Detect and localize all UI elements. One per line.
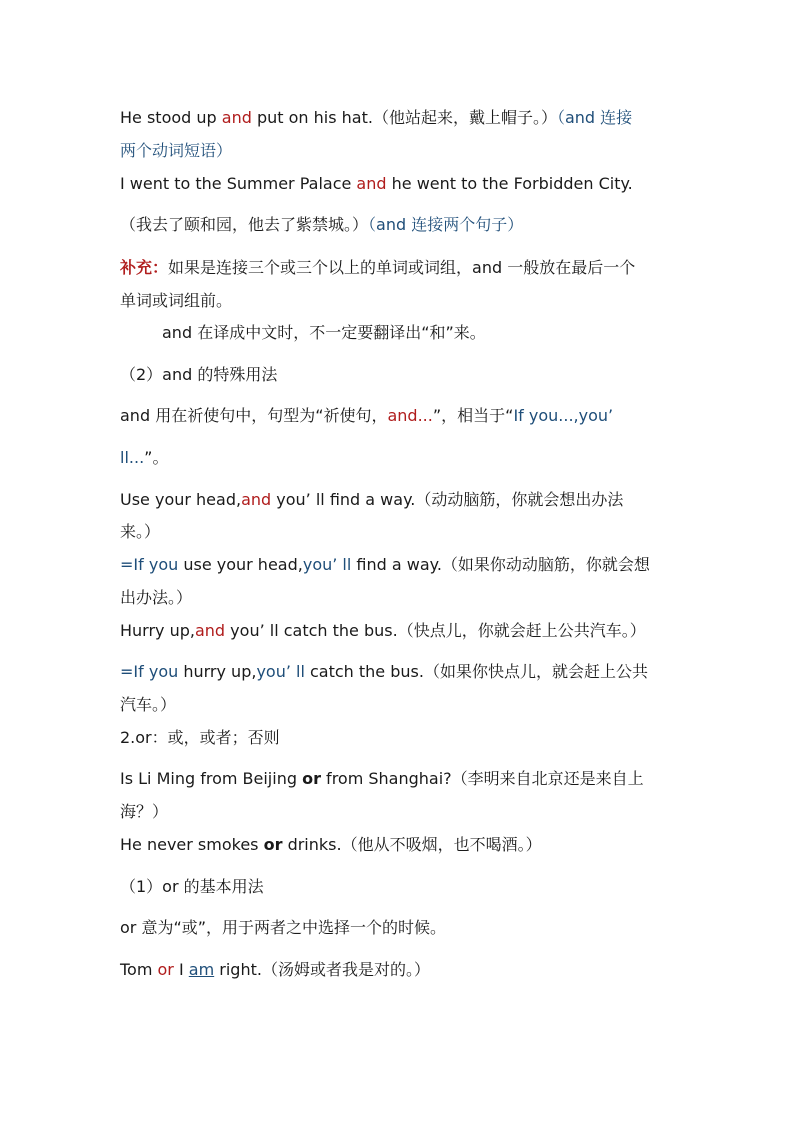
text: hurry up, (178, 662, 257, 681)
keyword-or: or (157, 960, 174, 979)
supplement-label: 补充： (120, 258, 169, 277)
example-sentence (120, 108, 680, 130)
text: 海？） (120, 802, 169, 821)
heading: （2）and 的特殊用法 (120, 365, 278, 384)
rule-line (120, 448, 680, 470)
pattern: ll... (120, 448, 145, 467)
text: Tom (120, 960, 158, 979)
section-heading (120, 728, 680, 750)
example-sentence (120, 662, 680, 684)
heading: 2.or：或，或者；否则 (120, 728, 280, 747)
rule-line (120, 918, 680, 940)
supplement-line (162, 323, 682, 345)
note: 两个动词短语） (120, 141, 233, 160)
keyword-and: and (356, 174, 387, 193)
text: 如果是连接三个或三个以上的单词或词组，and 一般放在最后一个 (168, 258, 636, 277)
supplement-line (120, 291, 680, 313)
translation-line (120, 802, 680, 824)
example-sentence (120, 960, 680, 982)
keyword-and: and (241, 490, 272, 509)
section-heading (120, 877, 680, 899)
note: （and 连接两个句子） (368, 215, 524, 234)
text: 单词或词组前。 (120, 291, 233, 310)
text: he went to the Forbidden City. (386, 174, 633, 193)
text: He stood up (120, 108, 222, 127)
text: and 在译成中文时，不一定要翻译出“和”来。 (162, 323, 486, 342)
translation-line (120, 215, 680, 237)
text: （我去了颐和园，他去了紫禁城。） (120, 215, 369, 234)
example-sentence (120, 490, 680, 512)
text: use your head, (178, 555, 303, 574)
text: 来。） (120, 522, 161, 541)
text: you’ ll catch the bus.（快点儿，你就会赶上公共汽车。） (225, 621, 646, 640)
note: （and 连接 (556, 108, 633, 127)
keyword-youll: you’ ll (256, 662, 305, 681)
text: ”，相当于“ (432, 406, 514, 425)
pattern: If you...,you’ (513, 406, 614, 425)
text: Hurry up, (120, 621, 195, 640)
supplement-line (120, 258, 680, 280)
text: 出办法。） (120, 588, 193, 607)
keyword-youll: you’ ll (302, 555, 352, 574)
text: I (173, 960, 189, 979)
example-sentence (120, 769, 680, 791)
text: and 用在祈使句中，句型为“祈使句， (120, 406, 388, 425)
text: Use your head, (120, 490, 242, 509)
keyword-am: am (188, 960, 215, 979)
note-line (120, 141, 680, 163)
text: find a way.（如果你动动脑筋，你就会想 (351, 555, 650, 574)
translation-line (120, 588, 680, 610)
text: 汽车。） (120, 695, 177, 714)
text: = (120, 555, 134, 574)
keyword-and: and (221, 108, 252, 127)
text: = (120, 662, 134, 681)
section-heading (120, 365, 680, 387)
text: He never smokes (120, 835, 264, 854)
example-sentence (120, 555, 680, 577)
text: from Shanghai?（李明来自北京还是来自上 (320, 769, 644, 788)
text: catch the bus.（如果你快点儿，就会赶上公共 (304, 662, 648, 681)
keyword-or: or (263, 835, 283, 854)
heading: （1）or 的基本用法 (120, 877, 264, 896)
keyword-if: If you (133, 662, 179, 681)
keyword-and: and... (387, 406, 433, 425)
text: or 意为“或”，用于两者之中选择一个的时候。 (120, 918, 447, 937)
keyword-if: If you (133, 555, 179, 574)
text: right.（汤姆或者我是对的。） (214, 960, 430, 979)
text: I went to the Summer Palace (120, 174, 357, 193)
example-sentence (120, 174, 680, 196)
keyword-or: or (302, 769, 321, 788)
text: put on his hat.（他站起来，戴上帽子。） (251, 108, 557, 127)
example-sentence (120, 835, 680, 857)
text: drinks.（他从不吸烟，也不喝酒。） (282, 835, 542, 854)
text: ”。 (144, 448, 169, 467)
translation-line (120, 695, 680, 717)
text: Is Li Ming from Beijing (120, 769, 303, 788)
keyword-and: and (194, 621, 226, 640)
text: you’ ll find a way.（动动脑筋，你就会想出办法 (271, 490, 624, 509)
rule-line (120, 406, 680, 428)
example-sentence (120, 621, 680, 643)
translation-line (120, 522, 680, 544)
